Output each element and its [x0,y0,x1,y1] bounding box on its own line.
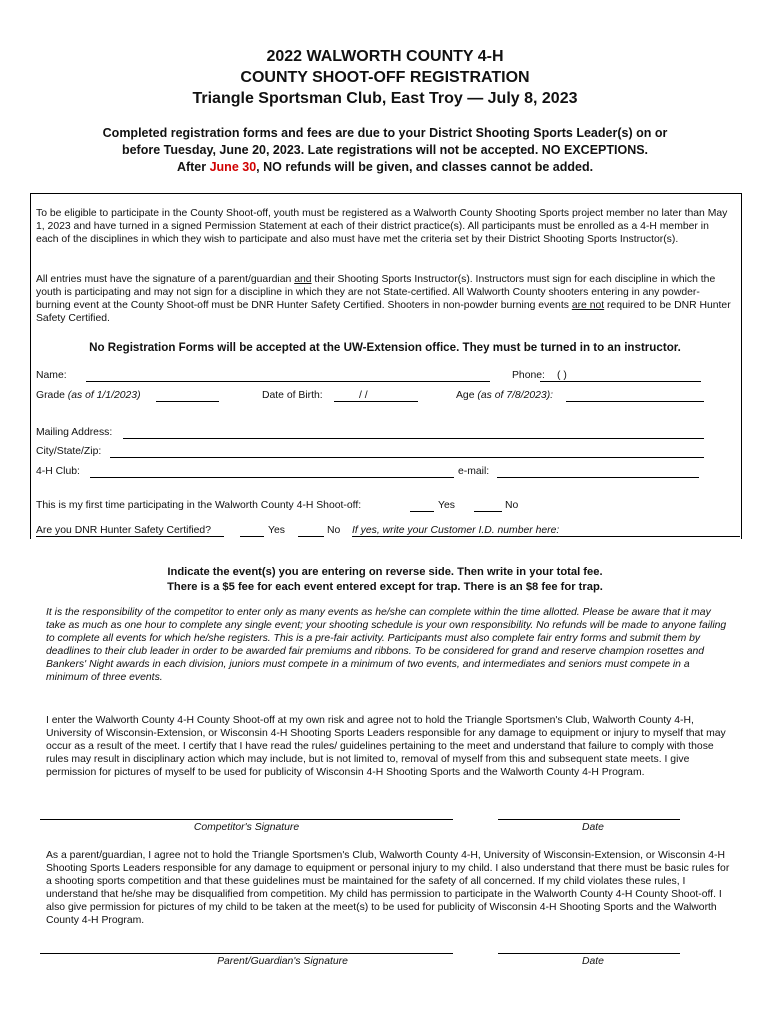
req-text-are-not: are not [571,300,605,311]
form-title-line1: 2022 WALWORTH COUNTY 4-H [266,48,504,65]
form-title-line2: COUNTY SHOOT-OFF REGISTRATION [240,69,530,86]
mailing-address-field[interactable] [123,438,704,439]
competitor-responsibility-paragraph: It is the responsibility of the competitor to enter only as many events as he/she can complete within the time allotted. Please be aware that it may take as much as one hour to complete any single event; your shooting schedule is your own responsibility. No refunds will be made to anyone failing to complete all events for which he/she registers. This is a pre-fair activity. Participants must also complete fair entry forms and submit them by deadlines to their club leader in order to be awarded fair premiums and ribbons. To be considered for grand and reserve champion rosettes and Bankers' Night awards in each division, juniors must compete in a minimum of two events, and intermediates and seniors must compete in a minimum of three events. [46,607,727,683]
refund-text-b: , NO refunds will be given, and classes cannot be added. [256,160,594,174]
competitor-signature-caption: Competitor's Signature [193,822,300,833]
club-label: 4-H Club: [36,466,80,477]
dnr-yes-label: Yes [268,525,285,536]
age-label-text: Age [456,390,478,401]
grade-note: (as of 1/1/2023) [67,390,141,401]
grade-label [36,389,141,402]
phone-label: Phone: [512,370,545,381]
dob-mask: / / [359,390,368,401]
parent-date-caption: Date [582,956,604,967]
first-time-no-blank[interactable] [474,511,502,512]
grade-field[interactable] [156,401,219,402]
name-label: Name: [36,370,67,381]
first-time-yes-blank[interactable] [410,511,434,512]
req-text-a: All entries must have the signature of a parent/guardian [36,274,295,285]
refund-notice [40,159,730,176]
competitor-signature-field[interactable] [40,819,453,820]
age-note: (as of 7/8/2023): [477,390,554,401]
age-label [456,389,553,402]
competitor-date-caption: Date [582,822,604,833]
email-label: e-mail: [458,466,490,477]
email-field[interactable] [497,477,699,478]
age-field[interactable] [566,401,704,402]
dob-field[interactable] [334,401,418,402]
dnr-id-field[interactable] [352,536,740,537]
parent-date-field[interactable] [498,953,680,954]
first-time-label: This is my first time participating in the Walworth County 4-H Shoot-off: [36,500,362,511]
competitor-waiver-paragraph: I enter the Walworth County 4-H County Shoot-off at my own risk and agree not to hold the Triangle Sportsmen's Club, Walworth County 4-H, University of Wisconsin-Extension, or Wisconsin 4-H Shooting Sports Leaders responsible for any damage to equipment or injury to myself that may occur as a result of the meet. I certify that I have read the rules/ guidelines pertaining to the meet and understand that failure to comply with those rules may result in disciplinary action which may include, but is not limited to, removal of myself from this and subsequent state meets. I give permission for pictures of myself to be used for publicity of Wisconsin 4-H Shooting Sports and the Walworth County 4-H Program. [46,715,726,778]
dnr-label-underline [36,536,224,537]
dob-label: Date of Birth: [262,390,323,401]
fees-instruction-line1: Indicate the event(s) you are entering on reverse side. Then write in your total fee. [167,566,603,578]
req-text-b: their Shooting Sports Instructor(s). Instructors must sign for each discipline in which the youth is participating and may not sign for a discipline in which they are not State-certified. All Walworth County shooters entering in any powder-burning event at the County Shoot-off must be DNR Hunter Safety Certified. Shooters in non-powder burning events [36,274,716,311]
signature-requirements-paragraph [36,273,734,325]
req-text-c: required to be DNR Hunter Safety Certified. [36,300,731,324]
form-title-event: Triangle Sportsman Club, East Troy — July 8, 2023 [192,90,578,107]
mailing-address-label: Mailing Address: [36,427,113,438]
phone-area-code-mask: ( ) [557,370,567,381]
dnr-no-blank[interactable] [298,536,324,537]
dnr-yes-blank[interactable] [240,536,264,537]
parent-signature-caption: Parent/Guardian's Signature [217,956,348,967]
parent-signature-field[interactable] [40,953,453,954]
dnr-no-label: No [327,525,341,536]
refund-date-highlight: June 30 [209,160,257,174]
club-field[interactable] [90,477,454,478]
no-forms-notice: No Registration Forms will be accepted at the UW-Extension office. They must be turned in to an instructor. [89,341,681,354]
first-time-yes-label: Yes [438,500,455,511]
deadline-notice-line2: before Tuesday, June 20, 2023. Late registrations will not be accepted. NO EXCEPTIONS. [121,143,649,157]
eligibility-paragraph: To be eligible to participate in the County Shoot-off, youth must be registered as a Walworth County Shooting Sports project member no later than May 1, 2023 and have turned in a signed Permission Statement at each of their district practice(s). All participants must be enrolled as a 4-H member in each of the disciplines in which they wish to participate and also must have met the criteria set by their District Shooting Sports Instructor(s). [36,208,728,245]
deadline-notice-line1: Completed registration forms and fees are due to your District Shooting Sports Leader(s) on or [102,126,668,140]
parent-guardian-paragraph: As a parent/guardian, I agree not to hold the Triangle Sportsmen's Club, Walworth County 4-H, University of Wisconsin-Extension, or Wisconsin 4-H Shooting Sports Leaders responsible for any damage to equipment or personal injury to my child. I also understand that there must be basic rules for a shooting sports competition and that these guidelines must be maintained for the safety of all concerned. If my child violates these rules, I understand that he/she may be disqualified from competition. My child has permission to participate in the Walworth County 4-H County Shoot-off. I also give permission for pictures of my child to be taken at the meet(s) to be used for publicity of Wisconsin 4-H Shooting Sports and the Walworth County 4-H Program. [46,850,730,926]
fees-instruction-line2: There is a $5 fee for each event entered except for trap. There is an $8 fee for trap. [167,581,603,593]
grade-label-text: Grade [36,390,68,401]
city-state-zip-field[interactable] [110,457,704,458]
req-text-and: and [294,274,312,285]
dnr-certified-label: Are you DNR Hunter Safety Certified? [36,525,211,536]
city-state-zip-label: City/State/Zip: [36,446,102,457]
first-time-no-label: No [505,500,519,511]
competitor-date-field[interactable] [498,819,680,820]
dnr-id-note: If yes, write your Customer I.D. number here: [352,525,560,536]
phone-field[interactable] [540,381,701,382]
name-field[interactable] [86,381,490,382]
refund-text-a: After [176,160,210,174]
